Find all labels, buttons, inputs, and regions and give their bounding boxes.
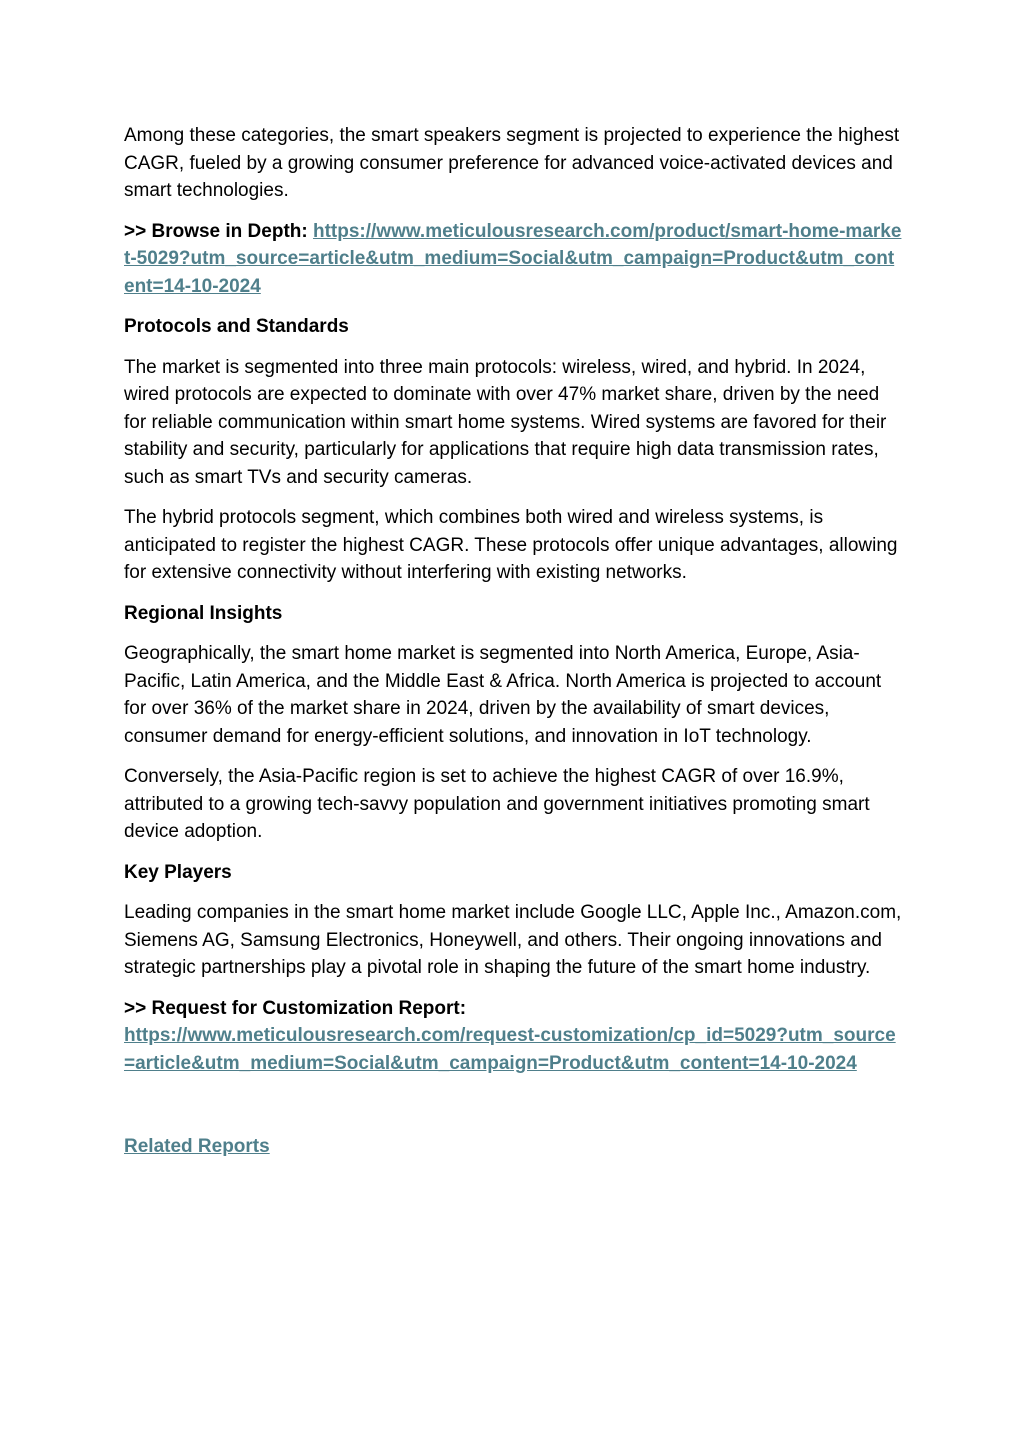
related-reports-link[interactable]: Related Reports — [124, 1136, 270, 1157]
browse-label: >> Browse in Depth: — [124, 220, 313, 242]
browse-in-depth — [124, 218, 904, 301]
browse-link[interactable]: https://www.meticulousresearch.com/product/smart-home-market-5029?utm_source=article&utm_medium=Social&utm_campaign=Product&utm_content=14-10-2024 — [124, 220, 902, 297]
customization-link[interactable]: https://www.meticulousresearch.com/request-customization/cp_id=5029?utm_source=article&utm_medium=Social&utm_campaign=Product&utm_content=14-10-2024 — [124, 1025, 896, 1074]
customization-request — [124, 995, 904, 1078]
regional-heading: Regional Insights — [124, 602, 283, 624]
protocols-paragraph-1: The market is segmented into three main protocols: wireless, wired, and hybrid. In 2024, wired protocols are expected to dominate with over 47% market share, driven by the need for reliable communication within smart home systems. Wired systems are favored for their stability and security, particularly for applications that require high data transmission rates, such as smart TVs and security cameras. — [124, 356, 887, 488]
customization-label: >> Request for Customization Report: — [124, 997, 467, 1019]
document-page — [124, 122, 904, 1174]
players-paragraph-1: Leading companies in the smart home market include Google LLC, Apple Inc., Amazon.com, Siemens AG, Samsung Electronics, Honeywell, and others. Their ongoing innovations and strategic partnerships play a pivotal role in shaping the future of the smart home industry. — [124, 902, 902, 978]
protocols-heading: Protocols and Standards — [124, 316, 349, 337]
players-heading: Key Players — [124, 861, 232, 883]
intro-paragraph: Among these categories, the smart speakers segment is projected to experience the highest CAGR, fueled by a growing consumer preference for advanced voice-activated devices and smart technologies. — [124, 125, 900, 201]
regional-paragraph-2: Conversely, the Asia-Pacific region is set to achieve the highest CAGR of over 16.9%, attributed to a growing tech-savvy population and government initiatives promoting smart device adoption. — [124, 766, 870, 842]
protocols-paragraph-2: The hybrid protocols segment, which combines both wired and wireless systems, is anticipated to register the highest CAGR. These protocols offer unique advantages, allowing for extensive connectivity without interfering with existing networks. — [124, 507, 898, 583]
regional-paragraph-1: Geographically, the smart home market is segmented into North America, Europe, Asia-Pacific, Latin America, and the Middle East & Africa. North America is projected to account for over 36% of the market share in 2024, driven by the availability of smart devices, consumer demand for energy-efficient solutions, and innovation in IoT technology. — [124, 643, 882, 747]
related-reports — [124, 1133, 904, 1161]
